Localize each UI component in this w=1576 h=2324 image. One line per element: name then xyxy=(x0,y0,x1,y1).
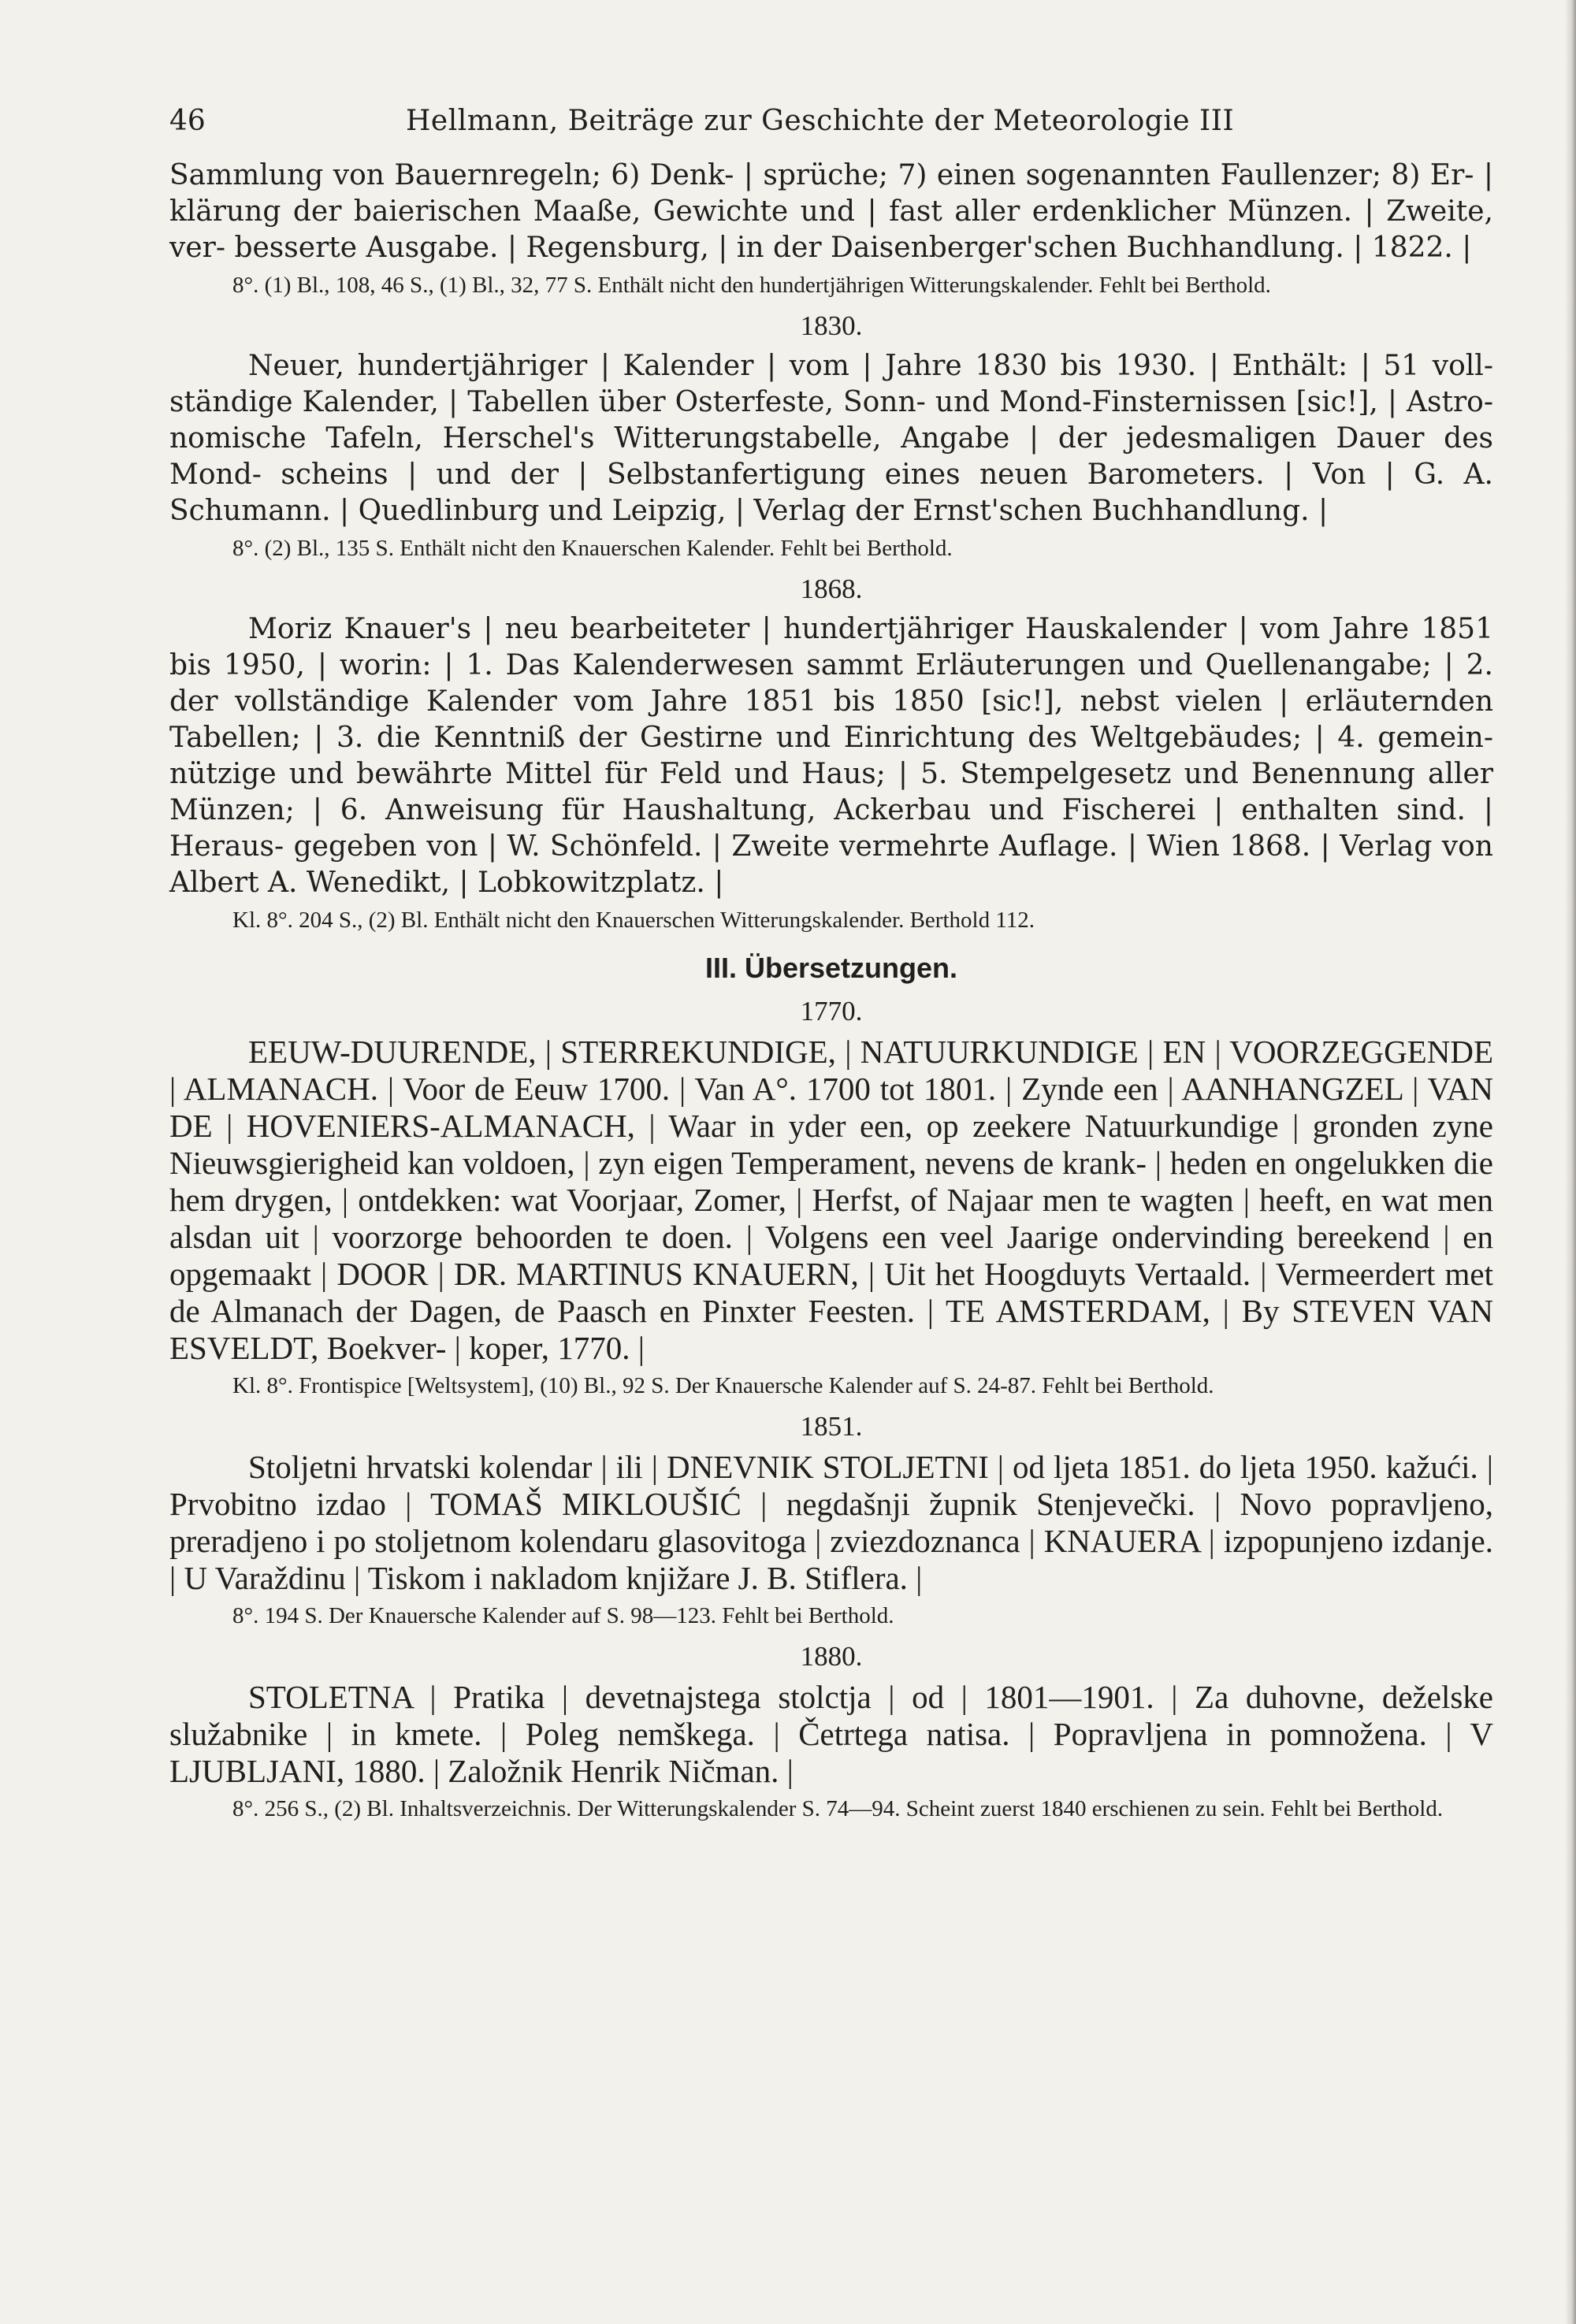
translation-1851 xyxy=(169,1411,1493,1630)
entry-text: Sammlung von Bauernregeln; 6) Denk- | sprüche; 7) einen sogenannten Faullenzer; 8) Er- | klärung der baierischen Maaße, Gewichte und | fast aller erdenklicher Münzen. | Zweite, ver- besserte Ausgabe. | Regensburg, | in der Daisenberger'schen Buchhandlung. | 1822. | xyxy=(169,159,1493,264)
entry-year: 1851. xyxy=(800,1411,863,1442)
entry-1868 xyxy=(169,574,1493,934)
entry-note: Kl. 8°. 204 S., (2) Bl. Enthält nicht den Knauerschen Witterungskalender. Berthold 112. xyxy=(232,908,1035,933)
entry-text: STOLETNA | Pratika | devetnajstega stolctja | od | 1801—1901. | Za duhovne, deželske služabnike | in kmete. | Poleg nemškega. | Četrtega natisa. | Popravljena in pomnožena. | V LJUBLJANI, 1880. | Založnik Henrik Ničman. | xyxy=(169,1679,1493,1789)
entry-continuation xyxy=(169,158,1493,299)
entry-year: 1770. xyxy=(800,996,863,1026)
entry-note: 8°. (1) Bl., 108, 46 S., (1) Bl., 32, 77 S. Enthält nicht den hundertjährigen Witterungskalender. Fehlt bei Berthold. xyxy=(232,273,1271,298)
entry-text: Stoljetni hrvatski kolendar | ili | DNEVNIK STOLJETNI | od ljeta 1851. do ljeta 1950. kažući. | Prvobitno izdao | TOMAŠ MIKLOUŠIĆ | negdašnji župnik Stenjevečki. | Novo popravljeno, preradjeno i po stoljetnom kolendaru glasovitoga | zviezdoznanca | KNAUERA | izpopunjeno izdanje. | U Varaždinu | Tiskom i nakladom knjižare J. B. Stiflera. | xyxy=(169,1449,1493,1596)
entry-text: Moriz Knauer's | neu bearbeiteter | hundertjähriger Hauskalender | vom Jahre 1851 bis 1950, | worin: | 1. Das Kalenderwesen sammt Erläuterungen und Quellenangabe; | 2. der vollständige Kalender vom Jahre 1851 bis 1850 [sic!], nebst vielen | erläuternden Tabellen; | 3. die Kenntniß der Gestirne und Einrichtung des Weltgebäudes; | 4. gemein- nützige und bewährte Mittel für Feld und Haus; | 5. Stempelgesetz und Benennung aller Münzen; | 6. Anweisung für Haushaltung, Ackerbau und Fischerei | enthalten sind. | Heraus- gegeben von | W. Schönfeld. | Zweite vermehrte Auflage. | Wien 1868. | Verlag von Albert A. Wenedikt, | Lobkowitzplatz. | xyxy=(169,613,1493,899)
entry-year: 1830. xyxy=(800,310,863,341)
page-edge-shadow xyxy=(1565,0,1576,2324)
entry-note: Kl. 8°. Frontispice [Weltsystem], (10) Bl., 92 S. Der Knauersche Kalender auf S. 24-87. Fehlt bei Berthold. xyxy=(232,1373,1214,1398)
entry-year: 1880. xyxy=(800,1641,863,1672)
entry-text: EEUW-DUURENDE, | STERREKUNDIGE, | NATUURKUNDIGE | EN | VOORZEGGENDE | ALMANACH. | Voor de Eeuw 1700. | Van A°. 1700 tot 1801. | Zynde een | AANHANGZEL | VAN DE | HOVENIERS-ALMANACH, | Waar in yder een, op zeekere Natuurkundige | gronden zyne Nieuwsgierigheid kan voldoen, | zyn eigen Temperament, nevens de krank- | heden en ongelukken die hem drygen, | ontdekken: wat Voorjaar, Zomer, | Herfst, of Najaar men te wagten | heeft, en wat men alsdan uit | voorzorge behoorden te doen. | Volgens een veel Jaarige ondervinding bereekend | en opgemaakt | DOOR | DR. MARTINUS KNAUERN, | Uit het Hoogduyts Vertaald. | Vermeerdert met de Almanach der Dagen, de Paasch en Pinxter Feesten. | TE AMSTERDAM, | By STEVEN VAN ESVELDT, Boekver- | koper, 1770. | xyxy=(169,1034,1493,1366)
translation-1770 xyxy=(169,996,1493,1400)
entry-note: 8°. 194 S. Der Knauersche Kalender auf S. 98—123. Fehlt bei Berthold. xyxy=(232,1603,894,1628)
entry-text: Neuer, hundertjähriger | Kalender | vom | Jahre 1830 bis 1930. | Enthält: | 51 voll- ständige Kalender, | Tabellen über Osterfeste, Sonn- und Mond-Finsternissen [sic!], | Astro- nomische Tafeln, Herschel's Witterungstabelle, Angabe | der jedesmaligen Dauer des Mond- scheins | und der | Selbstanfertigung eines neuen Barometers. | Von | G. A. Schumann. | Quedlinburg und Leipzig, | Verlag der Ernst'schen Buchhandlung. | xyxy=(169,350,1493,527)
entry-note: 8°. 256 S., (2) Bl. Inhaltsverzeichnis. Der Witterungskalender S. 74—94. Scheint zuerst 1840 erschienen zu sein. Fehlt bei Berthold. xyxy=(232,1796,1444,1821)
page-number: 46 xyxy=(169,105,206,137)
entry-year: 1868. xyxy=(800,574,863,604)
section-heading: III. Übersetzungen. xyxy=(704,952,958,984)
translation-1880 xyxy=(169,1641,1493,1823)
entry-note: 8°. (2) Bl., 135 S. Enthält nicht den Knauerschen Kalender. Fehlt bei Berthold. xyxy=(232,536,953,561)
entry-1830 xyxy=(169,310,1493,562)
page-body xyxy=(169,158,1493,1823)
running-title: Hellmann, Beiträge zur Geschichte der Meteorologie III xyxy=(406,105,1235,137)
